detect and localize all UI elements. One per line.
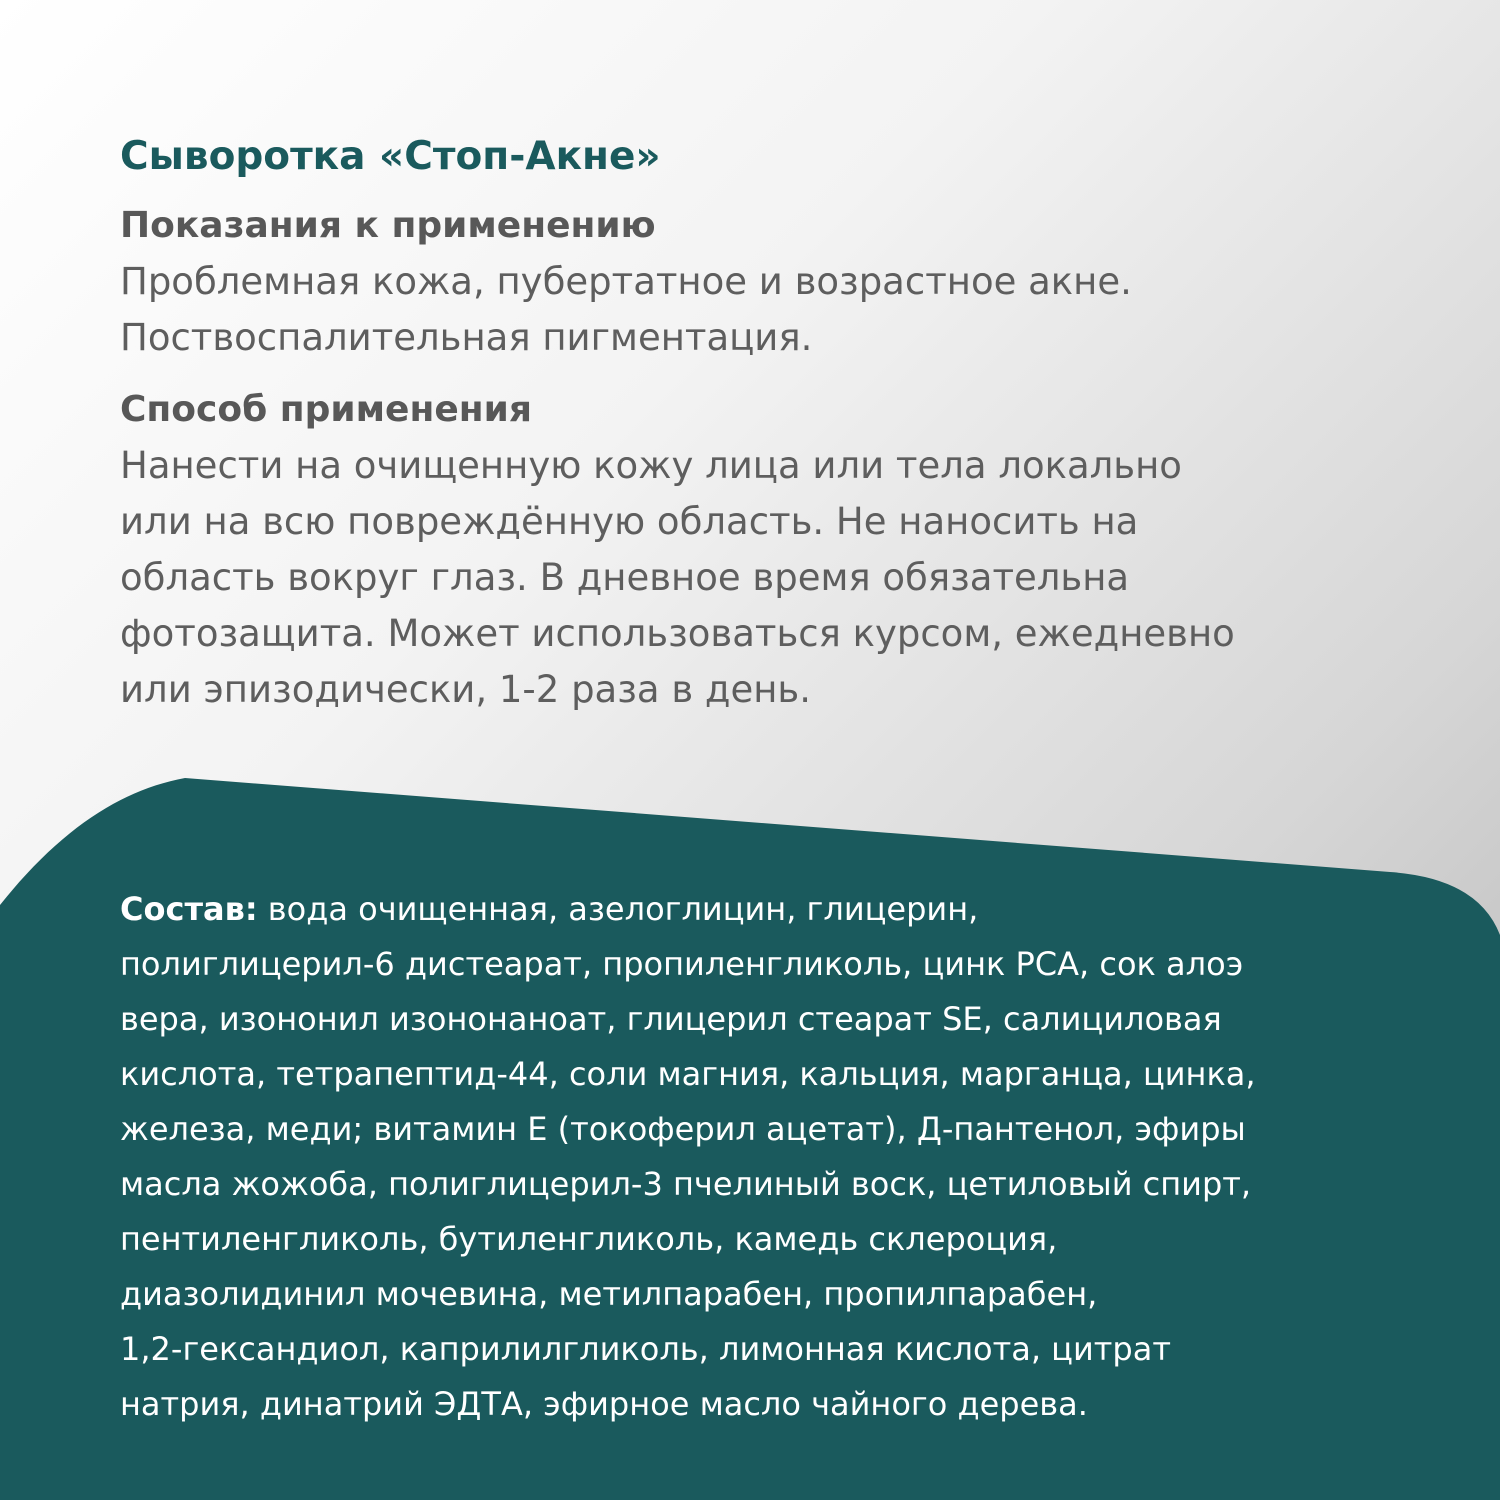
composition-section [120,882,1420,1432]
composition-label: Состав: [120,890,258,928]
indications-section [120,198,1410,366]
usage-text: Нанести на очищенную кожу лица или тела локально или на всю повреждённую область. Не наносить на область вокруг глаз. В дневное время обязательна фотозащита. Может использоваться курсом, ежедневно или эпизодически, 1-2 раза в день. [120,444,1235,711]
usage-heading: Способ применения [120,389,532,430]
composition-text: вода очищенная, азелоглицин, глицерин, полиглицерил-6 дистеарат, пропиленгликоль, цинк PCA, сок алоэ вера, изононил изононаноат, глицерил стеарат SE, салициловая кислота, тетрапептид-44, соли магния, кальция, марганца, цинка, железа, меди; витамин Е (токоферил ацетат), Д-пантенол, эфиры масла жожоба, полиглицерил-3 пчелиный воск, цетиловый спирт, пентиленгликоль, бутиленгликоль, камедь склероция, диазолидинил мочевина, метилпарабен, пропилпарабен, 1,2-гександиол, каприлилгликоль, лимонная кислота, цитрат натрия, динатрий ЭДТА, эфирное масло чайного дерева. [120,890,1256,1423]
usage-section [120,382,1410,718]
indications-text: Проблемная кожа, пубертатное и возрастное акне. Поствоспалительная пигментация. [120,260,1132,359]
indications-heading: Показания к применению [120,205,656,246]
product-info [120,128,1410,734]
product-title: Сыворотка «Стоп-Акне» [120,134,661,179]
